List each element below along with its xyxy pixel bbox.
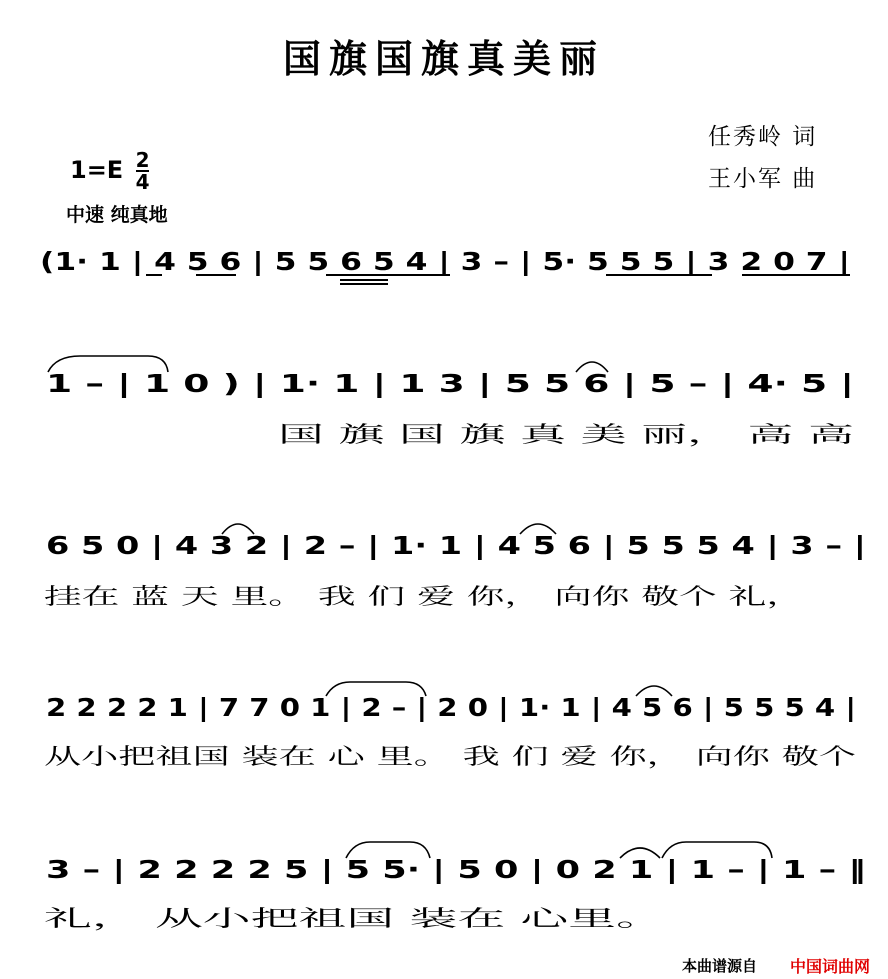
time-numerator: 2 bbox=[135, 148, 150, 172]
notes-row-2: 1 – | 1 0 ) | 1· 1 | 1 3 | 5 5 6 | 5 – | 4· 5 | bbox=[46, 369, 854, 398]
lyricist-credit: 任秀岭 词 bbox=[708, 124, 818, 150]
underlines bbox=[146, 275, 850, 284]
notes-row-5: 3 – | 2 2 2 2 5 | 5 5· | 5 0 | 0 2 1 | 1 – | 1 – ‖ bbox=[46, 855, 866, 884]
notes-row-3: 6 5 0 | 4 3 2 | 2 – | 1· 1 | 4 5 6 | 5 5 5 4 | 3 – | bbox=[46, 531, 866, 560]
time-denominator: 4 bbox=[135, 170, 150, 194]
site-name[interactable]: 中国词曲网 bbox=[790, 957, 871, 976]
lyrics-row-4: 从小把祖国 装在 心 里。 我 们 爱 你， 向你 敬个 bbox=[44, 745, 856, 770]
notes-row-1: (1· 1 | 4 5 6 | 5 5 6 5 4 | 3 – | 5· 5 5 5 | 3 2 0 7 | bbox=[40, 247, 850, 276]
lyrics-row-2: 国 旗 国 旗 真 美 丽， 高 高 bbox=[278, 423, 854, 448]
song-title: 国旗国旗真美丽 bbox=[282, 36, 605, 81]
key-label: 1=E bbox=[70, 156, 124, 184]
lyrics-row-5: 礼， 从小把祖国 装在 心里。 bbox=[44, 907, 664, 932]
source-note: 本曲谱源自 bbox=[682, 957, 758, 975]
tempo-marking: 中速 纯真地 bbox=[66, 204, 168, 226]
composer-credit: 王小军 曲 bbox=[708, 166, 818, 192]
notes-row-4: 2 2 2 2 1 | 7 7 0 1 | 2 – | 2 0 | 1· 1 | 4 5 6 | 5 5 5 4 | bbox=[46, 693, 856, 722]
lyrics-row-3: 挂在 蓝 天 里。 我 们 爱 你， 向你 敬个 礼， bbox=[44, 585, 804, 610]
